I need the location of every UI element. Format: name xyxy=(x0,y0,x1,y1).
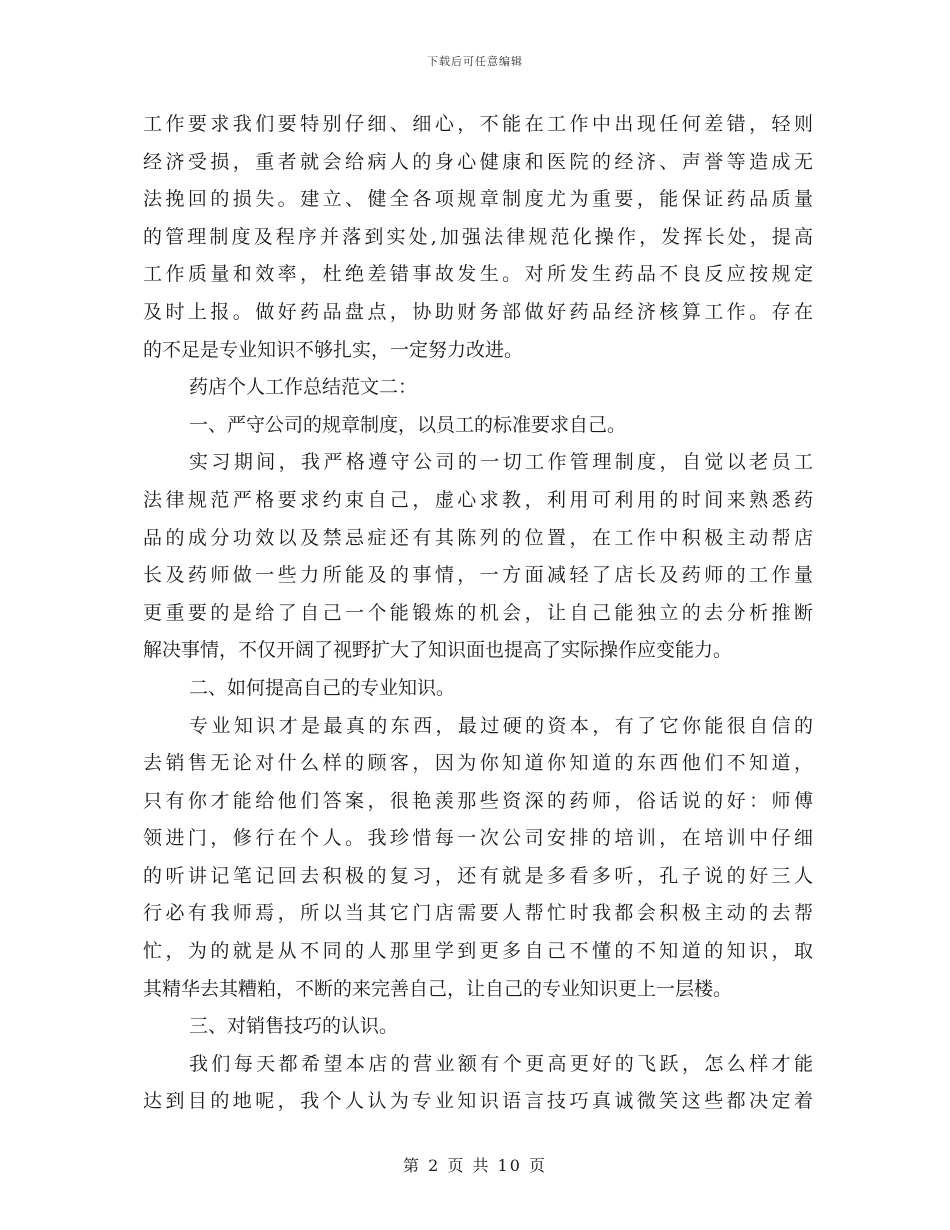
text-line: 工作要求我们要特别仔细、细心，不能在工作中出现任何差错，轻则 xyxy=(143,113,813,135)
text-line: 只有你才能给他们答案，很艳羡那些资深的药师，俗话说的好：师傅 xyxy=(143,789,813,812)
text-line: 长及药师做一些力所能及的事情，一方面减轻了店长及药师的工作量 xyxy=(143,564,813,587)
text-line: 的管理制度及程序并落到实处,加强法律规范化操作，发挥长处，提高 xyxy=(143,225,813,248)
text-line: 更重要的是给了自己一个能锻炼的机会，让自己能独立的去分析推断 xyxy=(143,601,813,624)
text-line: 工作质量和效率，杜绝差错事故发生。对所发生药品不良反应按规定 xyxy=(143,263,813,286)
page-header-note: 下载后可任意编辑 xyxy=(427,55,523,68)
text-line: 法挽回的损失。建立、健全各项规章制度尤为重要，能保证药品质量 xyxy=(143,188,813,211)
text-line: 的不足是专业知识不够扎实，一定努力改进。 xyxy=(143,338,524,361)
text-line: 解决事情，不仅开阔了视野扩大了知识面也提高了实际操作应变能力。 xyxy=(143,639,733,662)
text-line: 的听讲记笔记回去积极的复习，还有就是多看多听，孔子说的好三人 xyxy=(143,864,813,887)
text-line: 领进门，修行在个人。我珍惜每一次公司安排的培训，在培训中仔细 xyxy=(143,827,813,850)
text-line: 我们每天都希望本店的营业额有个更高更好的飞跃，怎么样才能 xyxy=(189,1052,813,1075)
text-line: 行必有我师焉，所以当其它门店需要人帮忙时我都会积极主动的去帮 xyxy=(143,902,813,925)
text-line: 达到目的地呢，我个人认为专业知识语言技巧真诚微笑这些都决定着 xyxy=(143,1090,813,1113)
text-line: 其精华去其糟粕，不断的来完善自己，让自己的专业知识更上一层楼。 xyxy=(143,977,733,1000)
text-line: 法律规范严格要求约束自己，虚心求教，利用可利用的时间来熟悉药 xyxy=(143,488,813,511)
document-body xyxy=(143,106,813,1121)
page-number-footer: 第 2 页 共 10 页 xyxy=(403,1156,547,1175)
text-line: 一、严守公司的规章制度，以员工的标准要求自己。 xyxy=(189,413,627,436)
text-line: 忙，为的就是从不同的人那里学到更多自己不懂的不知道的知识，取 xyxy=(143,940,813,963)
text-line: 及时上报。做好药品盘点，协助财务部做好药品经济核算工作。存在 xyxy=(143,300,813,323)
text-line: 实习期间，我严格遵守公司的一切工作管理制度，自觉以老员工 xyxy=(189,451,813,474)
text-line: 经济受损，重者就会给病人的身心健康和医院的经济、声誉等造成无 xyxy=(143,150,813,173)
text-line: 专业知识才是最真的东西，最过硬的资本，有了它你能很自信的 xyxy=(189,714,813,737)
text-line: 品的成分功效以及禁忌症还有其陈列的位置，在工作中积极主动帮店 xyxy=(143,526,813,549)
text-line: 药店个人工作总结范文二： xyxy=(189,376,418,399)
text-line: 二、如何提高自己的专业知识。 xyxy=(189,676,456,699)
text-line: 去销售无论对什么样的顾客，因为你知道你知道的东西他们不知道， xyxy=(143,752,813,775)
text-line: 三、对销售技巧的认识。 xyxy=(189,1015,399,1038)
